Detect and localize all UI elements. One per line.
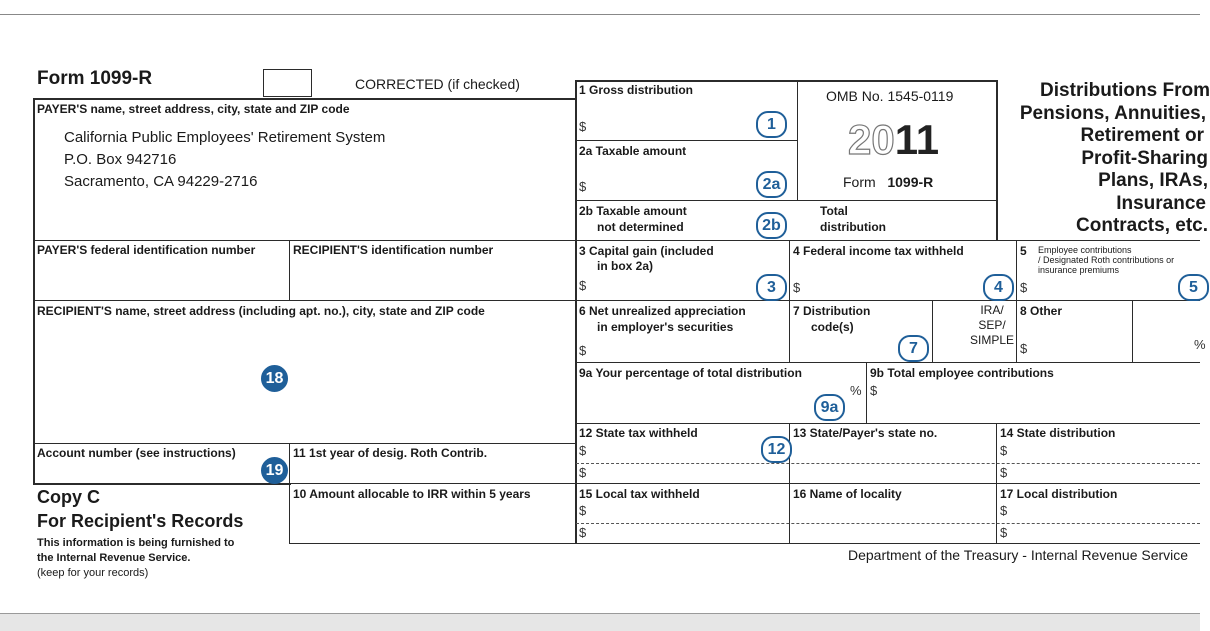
badge-4: 4 [983, 274, 1014, 301]
box-14-dollar-1: $ [1000, 443, 1008, 458]
omb-form-line [843, 174, 933, 190]
info-line-2: the Internal Revenue Service. [37, 552, 191, 564]
year-bold: 11 [894, 116, 940, 163]
box-12-dollar-1: $ [579, 443, 587, 458]
box-1-dollar: $ [579, 119, 587, 134]
box-7-label-2: code(s) [811, 320, 854, 334]
box-12-dollar-2: $ [579, 465, 587, 480]
box-9b-label: 9b Total employee contributions [870, 366, 1054, 380]
badge-7: 7 [898, 335, 929, 362]
payer-fed-id-label: PAYER'S federal identification number [37, 243, 256, 257]
form-title: Form 1099-R [37, 68, 153, 89]
badge-1: 1 [756, 111, 787, 138]
rule [996, 423, 997, 544]
box-6-label-1: 6 Net unrealized appreciation [579, 304, 746, 318]
badge-12: 12 [761, 436, 792, 463]
box-14-dollar-2: $ [1000, 465, 1008, 480]
form-word: Form [843, 174, 876, 190]
badge-2b: 2b [756, 212, 787, 239]
payer-name: California Public Employees' Retirement System [64, 129, 386, 146]
box-6-dollar: $ [579, 343, 587, 358]
account-label: Account number (see instructions) [37, 446, 236, 460]
box-15-label: 15 Local tax withheld [579, 487, 700, 501]
box-1-label: 1 Gross distribution [579, 83, 694, 97]
box-17-label: 17 Local distribution [1000, 487, 1118, 501]
box-15-dollar-1: $ [579, 503, 587, 518]
total-label-2: distribution [820, 220, 886, 234]
rule [576, 300, 1200, 301]
rule [576, 240, 1200, 241]
title-line-6: Insurance [1116, 192, 1206, 214]
rule [33, 483, 291, 485]
box-5-line-1: Employee contributions [1038, 245, 1132, 255]
box-17-dollar-1: $ [1000, 503, 1008, 518]
form-name: 1099-R [887, 174, 934, 190]
rule [290, 483, 576, 484]
rule [797, 80, 798, 200]
left-outer-border [33, 98, 35, 484]
badge-18: 18 [261, 365, 288, 392]
rule [576, 483, 1200, 484]
tax-year [848, 116, 939, 164]
corrected-label: CORRECTED (if checked) [355, 76, 520, 92]
badge-2a: 2a [756, 171, 787, 198]
title-line-7: Contracts, etc. [1076, 215, 1208, 236]
rule [575, 80, 577, 544]
title-line-3: Retirement or [1080, 125, 1204, 146]
rule [576, 200, 996, 201]
rule [576, 543, 1200, 544]
rule [290, 543, 576, 544]
dashed-rule [576, 523, 1200, 524]
badge-5: 5 [1178, 274, 1209, 301]
box-14-label: 14 State distribution [1000, 426, 1116, 440]
title-line-4: Profit-Sharing [1081, 147, 1208, 169]
copy-c: Copy C [37, 487, 100, 507]
treasury-footer: Department of the Treasury - Internal Revenue Service [848, 547, 1189, 563]
rule [33, 300, 576, 301]
badge-19: 19 [261, 457, 288, 484]
page-top-rule [0, 14, 1200, 15]
rule [866, 362, 867, 424]
dashed-rule [576, 463, 1200, 464]
payer-street: P.O. Box 942716 [64, 151, 177, 168]
left-top-border [33, 98, 576, 100]
title-line-5: Plans, IRAs, [1098, 170, 1208, 191]
box-9a-label: 9a Your percentage of total distribution [579, 366, 802, 380]
ira-line-1: IRA/ [980, 303, 1004, 317]
for-recipient: For Recipient's Records [37, 511, 244, 531]
box-15-dollar-2: $ [579, 525, 587, 540]
payer-city: Sacramento, CA 94229-2716 [64, 173, 258, 190]
box-12-label: 12 State tax withheld [579, 426, 698, 440]
box-3-dollar: $ [579, 278, 587, 293]
total-label-1: Total [820, 204, 848, 218]
title-line-1: Distributions From [1040, 80, 1210, 101]
rule [33, 443, 576, 444]
ira-line-3: SIMPLE [969, 333, 1014, 347]
rule [1132, 300, 1133, 363]
corrected-checkbox[interactable] [263, 69, 312, 97]
box-8-dollar: $ [1020, 341, 1028, 356]
rule [932, 300, 933, 363]
box-6-label-2: in employer's securities [597, 320, 734, 334]
box-2a-dollar: $ [579, 179, 587, 194]
box-2b-label-1: 2b Taxable amount [579, 204, 687, 218]
box-9b-dollar: $ [870, 383, 878, 398]
box-5-line-2: / Designated Roth contributions or [1038, 255, 1175, 265]
keep-note: (keep for your records) [37, 567, 149, 579]
omb-number: OMB No. 1545-0119 [826, 88, 954, 104]
rule [576, 362, 1200, 363]
box-5-label [1038, 245, 1174, 275]
box-5-number: 5 [1020, 244, 1027, 258]
box-3-label-1: 3 Capital gain (included [579, 244, 714, 258]
box-16-label: 16 Name of locality [793, 487, 902, 501]
box-2b-label-2: not determined [597, 220, 684, 234]
bottom-band [0, 613, 1200, 631]
box-2a-label: 2a Taxable amount [579, 144, 687, 158]
box-8-percent: % [1194, 337, 1206, 352]
ira-line-2: SEP/ [978, 318, 1006, 332]
badge-9a: 9a [814, 394, 845, 421]
year-outline: 20 [848, 116, 895, 163]
box-17-dollar-2: $ [1000, 525, 1008, 540]
title-line-2: Pensions, Annuities, [1019, 102, 1206, 124]
rule [576, 140, 797, 141]
box-11-label: 11 1st year of desig. Roth Contrib. [293, 446, 488, 460]
box-9a-percent: % [850, 383, 862, 398]
box-13-label: 13 State/Payer's state no. [793, 426, 938, 440]
box-10-label: 10 Amount allocable to IRR within 5 years [293, 487, 531, 501]
box-8-label: 8 Other [1020, 304, 1063, 318]
box-5-line-3: insurance premiums [1038, 265, 1120, 275]
payer-label: PAYER'S name, street address, city, state and ZIP code [37, 102, 350, 116]
recipient-name-label: RECIPIENT'S name, street address (including apt. no.), city, state and ZIP code [37, 304, 485, 318]
rule [789, 240, 790, 363]
box-7-label-1: 7 Distribution [793, 304, 871, 318]
badge-3: 3 [756, 274, 787, 301]
rule [289, 443, 290, 544]
box-4-label: 4 Federal income tax withheld [793, 244, 964, 258]
info-line-1: This information is being furnished to [37, 537, 235, 549]
box-5-dollar: $ [1020, 280, 1028, 295]
rule [289, 240, 290, 301]
rule [33, 240, 576, 241]
box-3-label-2: in box 2a) [597, 259, 654, 273]
recipient-id-label: RECIPIENT'S identification number [293, 243, 494, 257]
rule [996, 80, 998, 240]
box-4-dollar: $ [793, 280, 801, 295]
rule [576, 423, 1200, 424]
